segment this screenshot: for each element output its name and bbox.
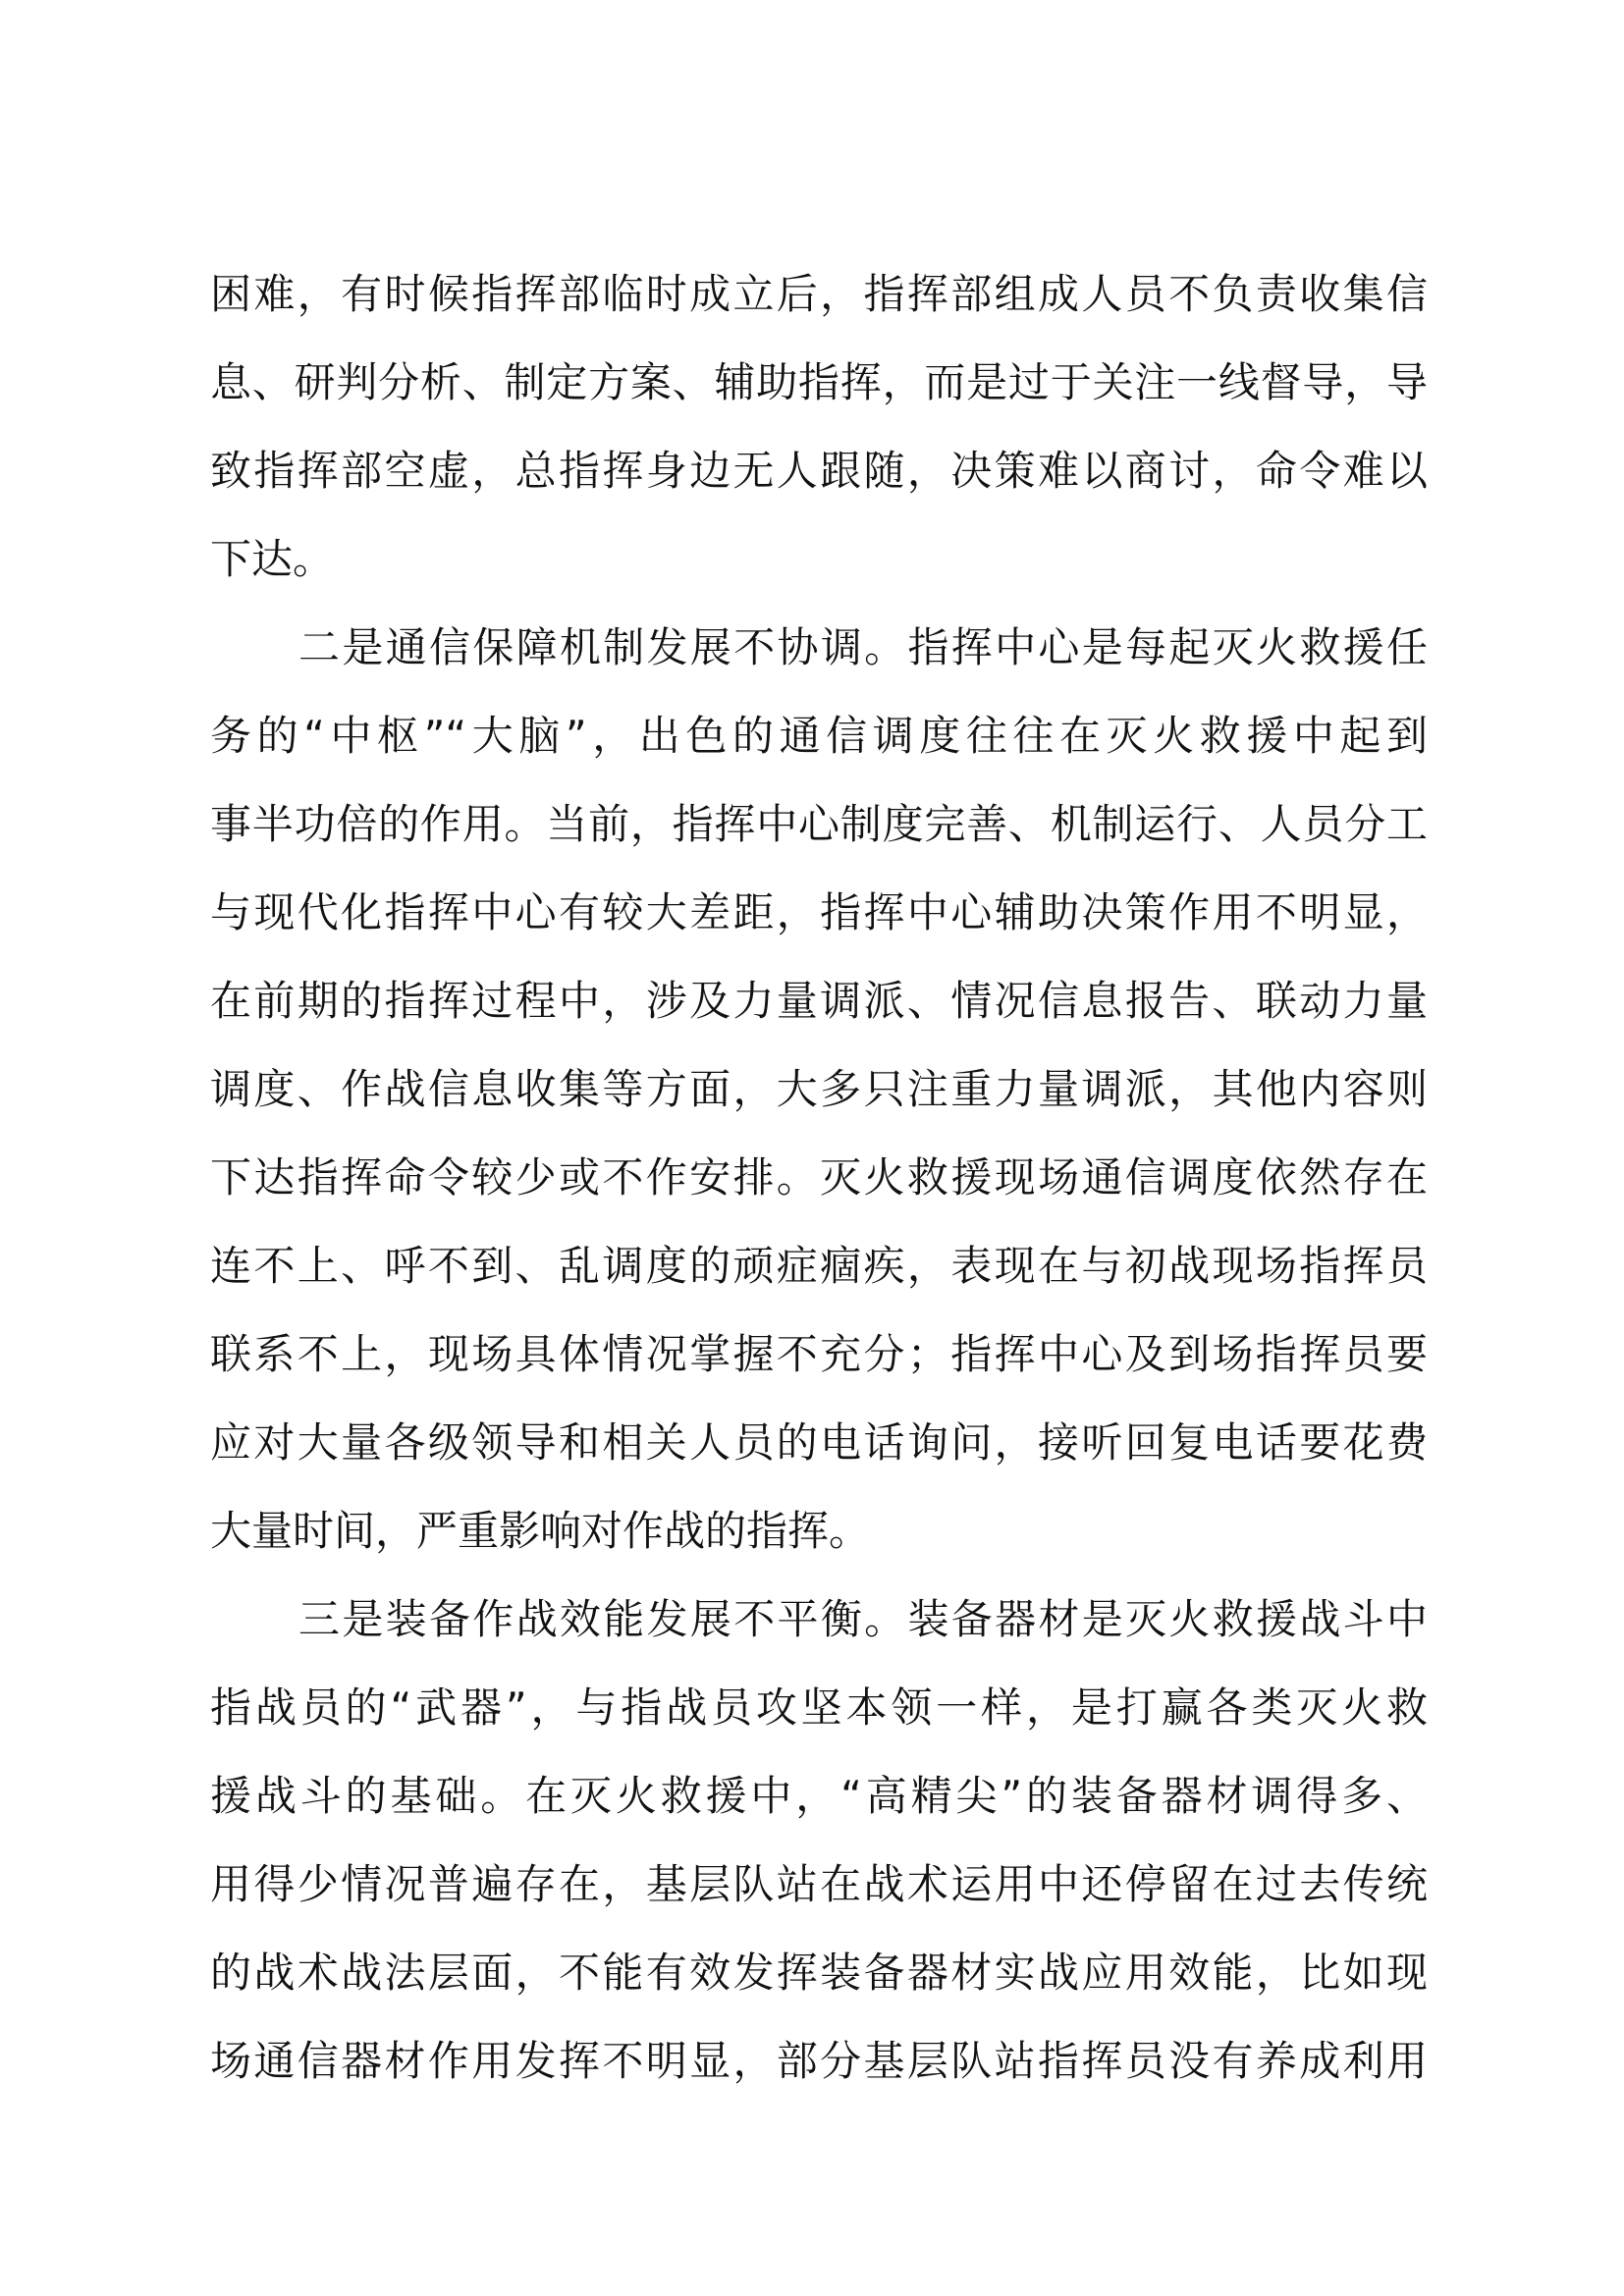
text-line: 与现代化指挥中心有较大差距，指挥中心辅助决策作用不明显， xyxy=(210,888,1428,936)
text-line: 应对大量各级领导和相关人员的电话询问，接听回复电话要花费 xyxy=(210,1418,1428,1467)
body-text xyxy=(210,250,1428,2106)
text-line: 在前期的指挥过程中，涉及力量调派、情况信息报告、联动力量 xyxy=(210,977,1428,1025)
text-line: 大量时间，严重影响对作战的指挥。 xyxy=(210,1507,871,1555)
text-line: 援战斗的基础。在灭火救援中，“高精尖”的装备器材调得多、 xyxy=(210,1772,1428,1820)
text-line: 息、研判分析、制定方案、辅助指挥，而是过于关注一线督导，导 xyxy=(210,358,1428,406)
text-line: 事半功倍的作用。当前，指挥中心制度完善、机制运行、人员分工 xyxy=(210,800,1428,848)
paragraph xyxy=(210,250,1428,604)
paragraph xyxy=(210,1575,1428,2106)
text-line: 调度、作战信息收集等方面，大多只注重力量调派，其他内容则 xyxy=(210,1065,1428,1113)
text-line: 下达。 xyxy=(210,535,335,583)
text-line: 场通信器材作用发挥不明显，部分基层队站指挥员没有养成利用 xyxy=(210,2037,1428,2085)
text-line: 指战员的“武器”，与指战员攻坚本领一样，是打赢各类灭火救 xyxy=(210,1683,1428,1732)
text-line: 联系不上，现场具体情况掌握不充分；指挥中心及到场指挥员要 xyxy=(210,1330,1428,1378)
text-line: 用得少情况普遍存在，基层队站在战术运用中还停留在过去传统 xyxy=(210,1860,1428,1908)
text-line: 连不上、呼不到、乱调度的顽症痼疾，表现在与初战现场指挥员 xyxy=(210,1242,1428,1290)
text-line: 困难，有时候指挥部临时成立后，指挥部组成人员不负责收集信 xyxy=(210,270,1428,318)
text-line: 二是通信保障机制发展不协调。指挥中心是每起灭火救援任 xyxy=(298,623,1428,671)
text-line: 致指挥部空虚，总指挥身边无人跟随，决策难以商讨，命令难以 xyxy=(210,447,1428,495)
text-line: 三是装备作战效能发展不平衡。装备器材是灭火救援战斗中 xyxy=(298,1595,1428,1643)
text-line: 的战术战法层面，不能有效发挥装备器材实战应用效能，比如现 xyxy=(210,1949,1428,1997)
text-line: 务的“中枢”“大脑”，出色的通信调度往往在灭火救援中起到 xyxy=(210,712,1428,760)
paragraph xyxy=(210,604,1428,1575)
text-line: 下达指挥命令较少或不作安排。灭火救援现场通信调度依然存在 xyxy=(210,1153,1428,1201)
